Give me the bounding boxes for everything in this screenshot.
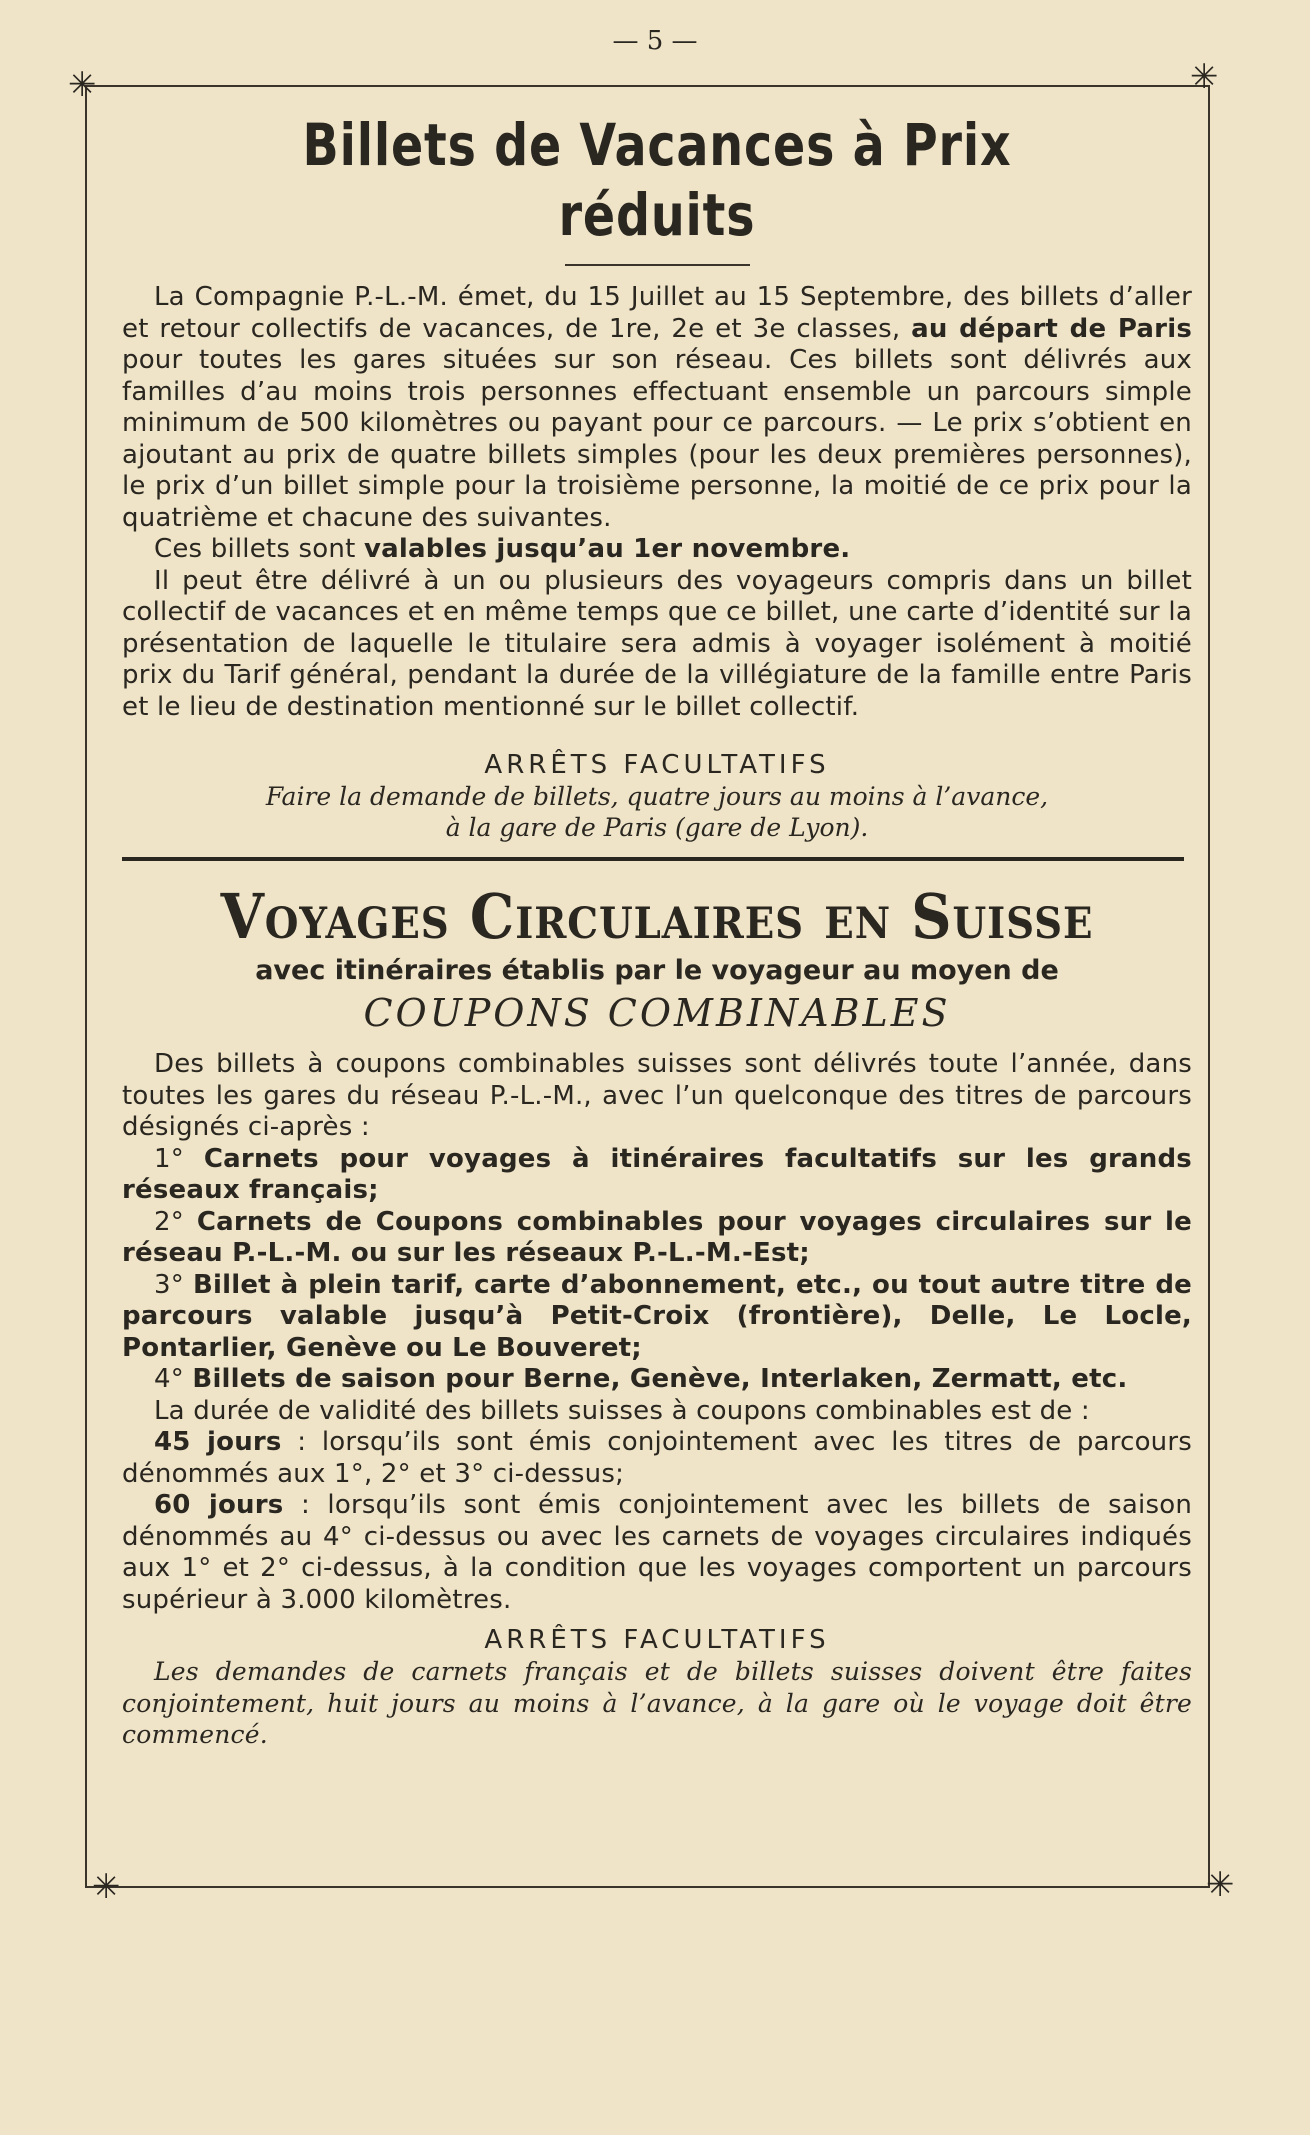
list-item: 2° Carnets de Coupons combinables pour voyages circulaires sur le réseau P.-L.-M. ou sur les réseaux P.-L.-M.-Est; xyxy=(122,1206,1192,1268)
section2-arrets-heading: ARRÊTS FACULTATIFS xyxy=(484,1625,830,1655)
corner-ornament-bottom-left: ✳ xyxy=(92,1867,121,1907)
page-number: — 5 — xyxy=(612,26,698,56)
corner-ornament-top-left: ✳ xyxy=(68,65,97,105)
title-divider xyxy=(565,264,750,266)
section1-note-line-2: à la gare de Paris (gare de Lyon). xyxy=(445,813,869,842)
page-content xyxy=(122,110,1192,1751)
section1-paragraph-1: La Compagnie P.-L.-M. émet, du 15 Juillet au 15 Septembre, des billets d’aller et retour collectifs de vacances, de 1re, 2e et 3e classes, au départ de Paris pour toutes les gares situées sur son réseau. Ces billets sont délivrés aux familles d’au moins trois personnes effectuant ensemble un parcours simple minimum de 500 kilomètres ou payant pour ce parcours. — Le prix s’obtient en ajoutant au prix de quatre billets simples (pour les deux premières personnes), le prix d’un billet simple pour la troisième personne, la moitié de ce prix pour la quatrième et chacune des suivantes. xyxy=(122,282,1192,533)
section1-paragraph-3: Il peut être délivré à un ou plusieurs des voyageurs compris dans un billet collectif de vacances et en même temps que ce billet, une carte d’identité sur la présentation de laquelle le titulaire sera admis à voyager isolément à moitié prix du Tarif général, pendant la durée de la villégiature de la famille entre Paris et le lieu de destination mentionné sur le billet collectif. xyxy=(122,565,1192,722)
section2-subtitle: avec itinéraires établis par le voyageur au moyen de xyxy=(255,955,1059,986)
section2-validity: La durée de validité des billets suisses à coupons combinables est de : xyxy=(154,1395,1090,1426)
section-divider xyxy=(122,857,1184,861)
corner-ornament-bottom-right: ✳ xyxy=(1206,1865,1235,1905)
section2-list xyxy=(122,1144,1192,1396)
section2-coupons-heading: COUPONS COMBINABLES xyxy=(363,991,951,1035)
section1-paragraph-2: Ces billets sont valables jusqu’au 1er novembre. xyxy=(154,534,851,564)
section2-intro: Des billets à coupons combinables suisses sont délivrés toute l’année, dans toutes les gares du réseau P.-L.-M., avec l’un quelconque des titres de parcours désignés ci-après : xyxy=(122,1049,1192,1142)
corner-ornament-top-right: ✳ xyxy=(1190,57,1219,97)
section1-note-line-1: Faire la demande de billets, quatre jours au moins à l’avance, xyxy=(265,782,1049,811)
section2-note: Les demandes de carnets français et de billets suisses doivent être faites conjointement, huit jours au moins à l’avance, à la gare où le voyage doit être commencé. xyxy=(122,1657,1192,1749)
list-item: 3° Billet à plein tarif, carte d’abonnement, etc., ou tout autre titre de parcours valable jusqu’à Petit-Croix (frontière), Delle, Le Locle, Pontarlier, Genève ou Le Bouveret; xyxy=(122,1269,1192,1363)
section1-arrets-heading: ARRÊTS FACULTATIFS xyxy=(484,750,830,780)
section2-title: Voyages Circulaires en Suisse xyxy=(220,880,1094,953)
section2-validity-60: 60 jours : lorsqu’ils sont émis conjointement avec les billets de saison dénommés au 4° ci-dessus ou avec les carnets de voyages circulaires indiqués aux 1° et 2° ci-dessus, à la condition que les voyages comportent un parcours supérieur à 3.000 kilomètres. xyxy=(122,1490,1193,1615)
section1-title: Billets de Vacances à Prix réduits xyxy=(302,111,1012,249)
section2-validity-45: 45 jours : lorsqu’ils sont émis conjointement avec les titres de parcours dénommés aux 1°, 2° et 3° ci-dessus; xyxy=(122,1427,1192,1489)
list-item: 1° Carnets pour voyages à itinéraires facultatifs sur les grands réseaux français; xyxy=(122,1143,1192,1205)
list-item: 4° Billets de saison pour Berne, Genève, Interlaken, Zermatt, etc. xyxy=(154,1364,1128,1394)
